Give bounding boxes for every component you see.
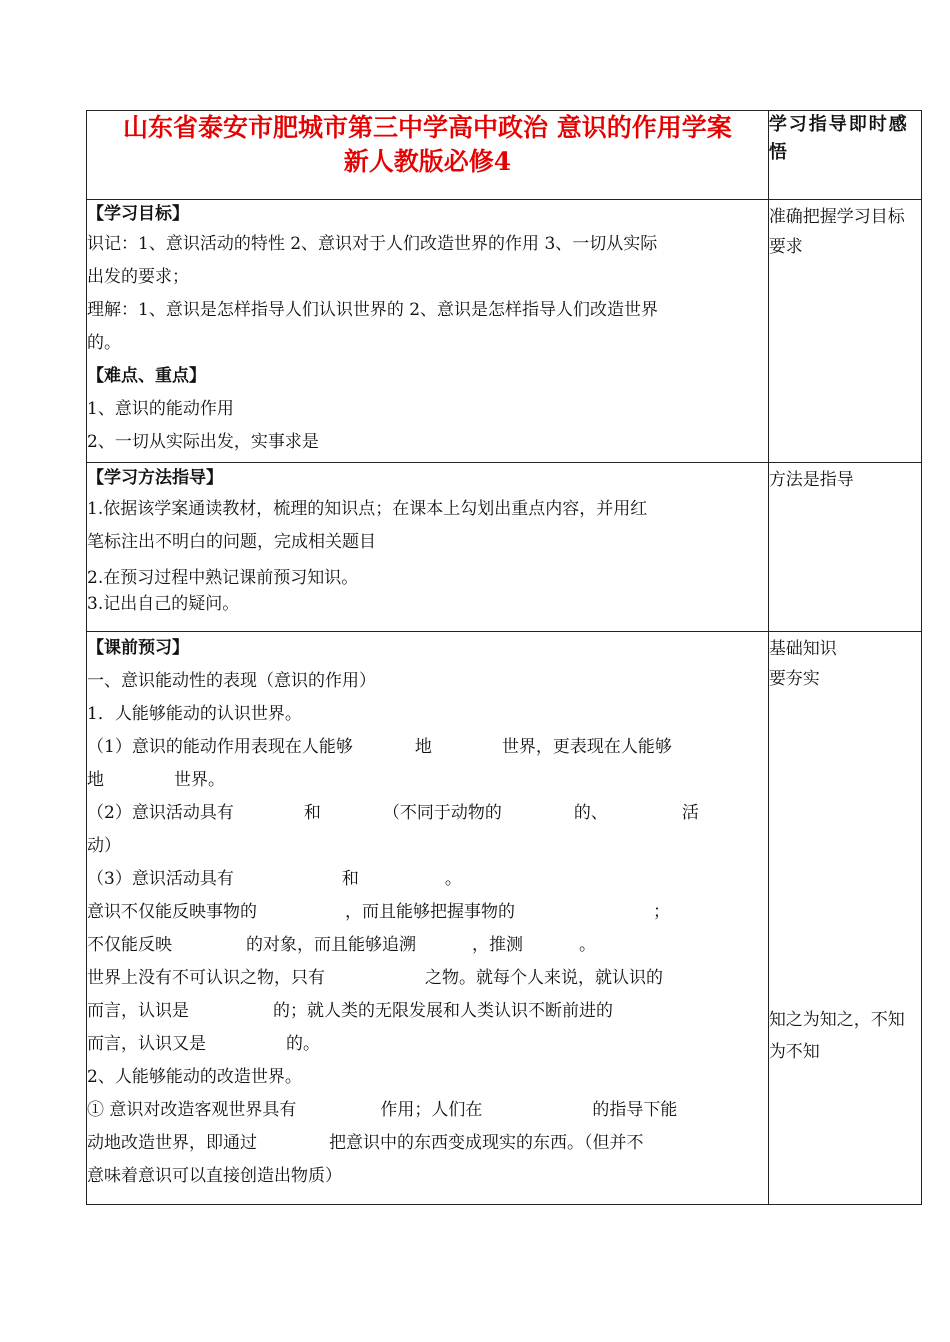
keypoint-2: 2、一切从实际出发，实事求是 bbox=[87, 432, 319, 452]
method-line-3: 2.在预习过程中熟记课前预习知识。 bbox=[87, 568, 359, 588]
objectives-row bbox=[87, 200, 922, 463]
fill-text: ，推测 bbox=[472, 935, 523, 955]
method-side-note: 方法是指导 bbox=[768, 470, 854, 490]
side-header-text: 学习指导即时感悟 bbox=[768, 114, 909, 163]
preview-line-15 bbox=[87, 1127, 768, 1160]
preview-cell bbox=[87, 632, 769, 1205]
fill-text: （2）意识活动具有 bbox=[87, 803, 234, 823]
preview-side bbox=[768, 632, 921, 1205]
preview-line-4 bbox=[87, 764, 768, 797]
fill-text: 的对象，而且能够追溯 bbox=[246, 935, 416, 955]
objectives-line-1: 识记：1、意识活动的特性 2、意识对于人们改造世界的作用 3、一切从实际 bbox=[87, 234, 658, 254]
fill-text: （1）意识的能动作用表现在人能够 bbox=[87, 737, 353, 757]
preview-heading: 【课前预习】 bbox=[87, 638, 189, 658]
fill-text: 的指导下能 bbox=[592, 1100, 678, 1120]
preview-line-14 bbox=[87, 1094, 768, 1127]
objectives-side bbox=[768, 200, 921, 463]
fill-text: 地 bbox=[87, 770, 104, 790]
fill-text: 意识不仅能反映事物的 bbox=[87, 902, 257, 922]
fill-text: 。 bbox=[444, 869, 462, 889]
study-guide-table bbox=[86, 110, 922, 1205]
fill-text: 世界。 bbox=[174, 770, 225, 790]
method-row bbox=[87, 463, 922, 632]
fill-text: 动地改造世界，即通过 bbox=[87, 1133, 257, 1153]
title-row bbox=[87, 111, 922, 200]
preview-line-13: 2、人能够能动的改造世界。 bbox=[87, 1067, 302, 1087]
preview-line-7 bbox=[87, 863, 768, 896]
objectives-line-3: 理解：1、意识是怎样指导人们认识世界的 2、意识是怎样指导人们改造世界 bbox=[87, 300, 659, 320]
fill-text: 作用；人们在 bbox=[380, 1100, 483, 1120]
fill-text: 把意识中的东西变成现实的东西。（但并不 bbox=[329, 1133, 644, 1153]
title-line-2: 新人教版必修4 bbox=[343, 147, 512, 176]
fill-text: 。 bbox=[579, 935, 596, 955]
fill-text: （不同于动物的 bbox=[382, 803, 502, 823]
preview-line-8 bbox=[87, 896, 768, 929]
fill-text: 的。 bbox=[286, 1034, 320, 1054]
fill-text: 世界，更表现在人能够 bbox=[501, 737, 672, 757]
preview-line-6: 动） bbox=[87, 836, 121, 856]
preview-line-12 bbox=[87, 1028, 768, 1061]
objectives-line-4: 的。 bbox=[87, 333, 121, 353]
preview-line-11 bbox=[87, 995, 768, 1028]
fill-text: ① 意识对改造客观世界具有 bbox=[87, 1100, 297, 1120]
preview-line-9 bbox=[87, 929, 768, 962]
method-line-2: 笔标注出不明白的问题，完成相关题目 bbox=[87, 532, 376, 552]
method-side bbox=[768, 463, 921, 632]
fill-text: ； bbox=[653, 902, 670, 922]
preview-line-16: 意味着意识可以直接创造出物质） bbox=[87, 1166, 342, 1186]
method-line-1: 1.依据该学案通读教材，梳理的知识点；在课本上勾划出重点内容，并用红 bbox=[87, 499, 648, 519]
method-heading: 【学习方法指导】 bbox=[87, 468, 223, 488]
side-header bbox=[768, 111, 921, 200]
fill-text: 和 bbox=[303, 803, 321, 823]
title-cell bbox=[87, 111, 769, 200]
objectives-cell bbox=[87, 200, 769, 463]
preview-line-5 bbox=[87, 797, 768, 830]
objectives-line-2: 出发的要求； bbox=[87, 267, 189, 287]
preview-side-note-1b: 要夯实 bbox=[768, 669, 820, 689]
fill-text: 活 bbox=[681, 803, 699, 823]
fill-text: （3）意识活动具有 bbox=[87, 869, 234, 889]
fill-text: 的、 bbox=[573, 803, 608, 823]
preview-line-1: 一、意识能动性的表现（意识的作用） bbox=[87, 671, 376, 691]
fill-text: 之物。就每个人来说，就认识的 bbox=[425, 968, 663, 988]
title-line-1: 山东省泰安市肥城市第三中学高中政治 意识的作用学案 bbox=[123, 113, 732, 142]
fill-text: 而言，认识是 bbox=[87, 1001, 189, 1021]
fill-text: 世界上没有不可认识之物，只有 bbox=[87, 968, 325, 988]
preview-row bbox=[87, 632, 922, 1205]
preview-side-note-1a: 基础知识 bbox=[768, 639, 837, 659]
fill-text: 地 bbox=[414, 737, 432, 757]
fill-text: 而言，认识又是 bbox=[87, 1034, 206, 1054]
objectives-side-note: 准确把握学习目标要求 bbox=[768, 207, 905, 257]
fill-text: 的；就人类的无限发展和人类认识不断前进的 bbox=[273, 1001, 613, 1021]
preview-line-2: 1．人能够能动的认识世界。 bbox=[87, 704, 302, 724]
fill-text: ，而且能够把握事物的 bbox=[345, 902, 515, 922]
fill-text: 不仅能反映 bbox=[87, 935, 172, 955]
fill-text: 和 bbox=[341, 869, 359, 889]
method-cell bbox=[87, 463, 769, 632]
preview-line-10 bbox=[87, 962, 768, 995]
objectives-heading: 【学习目标】 bbox=[87, 204, 189, 224]
preview-line-3 bbox=[87, 731, 768, 764]
keypoint-1: 1、意识的能动作用 bbox=[87, 399, 234, 419]
keypoints-heading: 【难点、重点】 bbox=[87, 366, 206, 386]
preview-side-note-2: 知之为知之，不知为不知 bbox=[768, 1010, 905, 1062]
method-line-4: 3.记出自己的疑问。 bbox=[87, 594, 240, 614]
